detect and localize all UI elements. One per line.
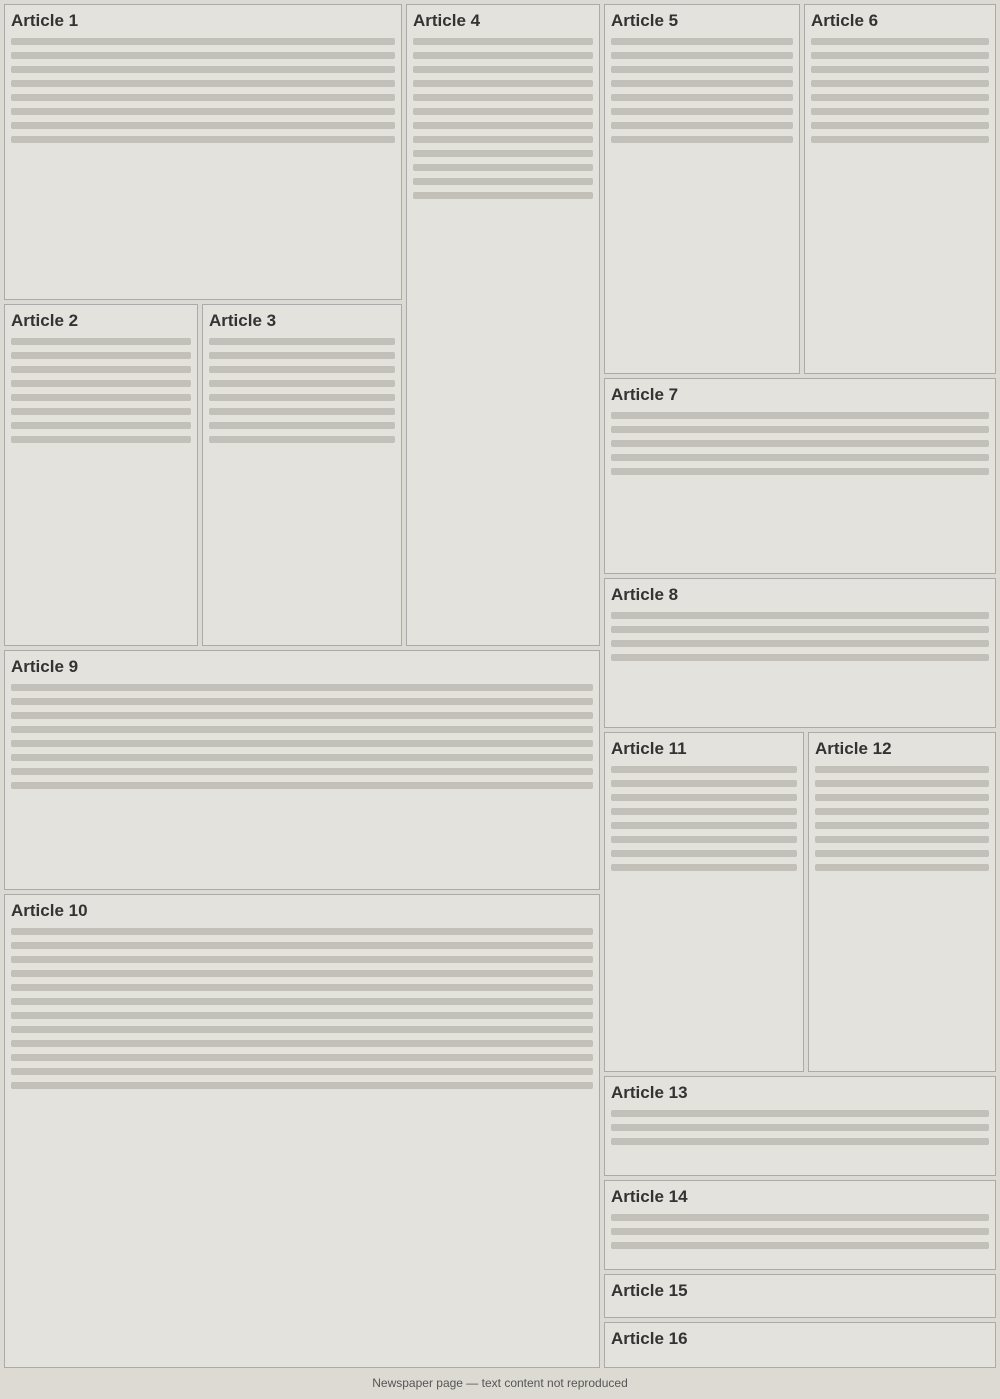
article-block-12 <box>808 732 996 1072</box>
article-block-11 <box>604 732 804 1072</box>
article-title-13: Article 13 <box>611 1083 688 1102</box>
article-title-2: Article 2 <box>11 311 79 330</box>
article-block-10 <box>4 894 600 1368</box>
article-title-1: Article 1 <box>11 11 79 30</box>
article-block-4 <box>406 4 600 646</box>
article-title-7: Article 7 <box>611 385 679 404</box>
article-title-3: Article 3 <box>209 311 277 330</box>
article-block-15 <box>604 1274 996 1318</box>
article-title-9: Article 9 <box>11 657 79 676</box>
article-title-8: Article 8 <box>611 585 679 604</box>
article-title-4: Article 4 <box>413 11 481 30</box>
article-title-11: Article 11 <box>611 739 687 758</box>
article-block-8 <box>604 578 996 728</box>
article-block-1 <box>4 4 402 300</box>
article-block-7 <box>604 378 996 574</box>
article-title-6: Article 6 <box>811 11 879 30</box>
article-title-10: Article 10 <box>11 901 88 920</box>
article-title-16: Article 16 <box>611 1329 688 1348</box>
article-block-9 <box>4 650 600 890</box>
article-title-14: Article 14 <box>611 1187 688 1206</box>
article-block-5 <box>604 4 800 374</box>
article-block-6 <box>804 4 996 374</box>
article-block-2 <box>4 304 198 646</box>
page-footer: Newspaper page — text content not reproduced <box>372 1376 628 1390</box>
article-block-3 <box>202 304 402 646</box>
article-title-15: Article 15 <box>611 1281 688 1300</box>
article-block-16 <box>604 1322 996 1368</box>
article-block-14 <box>604 1180 996 1270</box>
article-block-13 <box>604 1076 996 1176</box>
article-title-5: Article 5 <box>611 11 679 30</box>
article-title-12: Article 12 <box>815 739 892 758</box>
